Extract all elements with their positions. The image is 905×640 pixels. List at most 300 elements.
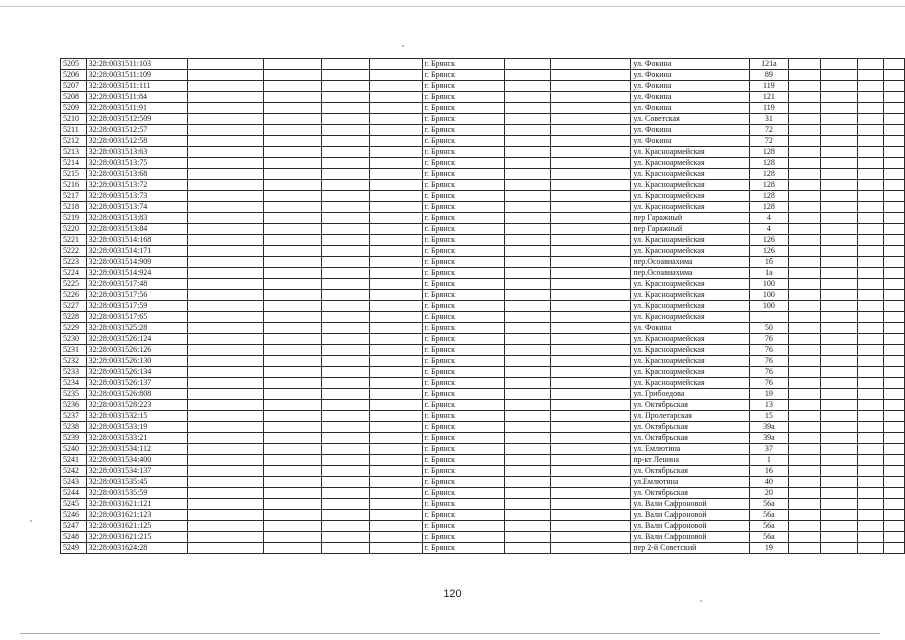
empty-cell [551,466,631,477]
empty-cell [857,257,883,268]
empty-cell [820,499,857,510]
empty-cell [187,59,263,70]
house-number-cell: 1а [750,268,789,279]
empty-cell [187,290,263,301]
empty-cell [551,158,631,169]
row-number: 5225 [61,279,87,290]
cadastral-number: 32:28:0031526:134 [86,367,187,378]
row-number: 5246 [61,510,87,521]
table-row [61,378,905,389]
empty-cell [820,180,857,191]
empty-cell [820,279,857,290]
street-cell: ул. Красноармейская [631,169,750,180]
empty-cell [370,356,422,367]
empty-cell [264,345,322,356]
empty-cell [884,312,905,323]
street-cell: ул. Емлютина [631,444,750,455]
row-number: 5219 [61,213,87,224]
table-row [61,70,905,81]
cadastral-number: 32:28:0031514:909 [86,257,187,268]
empty-cell [551,235,631,246]
empty-cell [820,510,857,521]
empty-cell [264,334,322,345]
empty-cell [788,268,820,279]
street-cell: ул. Октябрьская [631,433,750,444]
empty-cell [264,532,322,543]
house-number-cell: 100 [750,290,789,301]
empty-cell [820,389,857,400]
empty-cell [504,499,551,510]
empty-cell [321,367,369,378]
empty-cell [551,224,631,235]
empty-cell [321,444,369,455]
empty-cell [551,114,631,125]
empty-cell [788,246,820,257]
empty-cell [820,169,857,180]
empty-cell [788,389,820,400]
empty-cell [857,444,883,455]
street-cell: ул. Октябрьская [631,422,750,433]
city-cell: г. Брянск [422,356,504,367]
empty-cell [788,92,820,103]
empty-cell [370,59,422,70]
cadastral-number: 32:28:0031621:215 [86,532,187,543]
page-number: 120 [443,588,462,600]
empty-cell [370,301,422,312]
empty-cell [370,114,422,125]
empty-cell [370,202,422,213]
city-cell: г. Брянск [422,235,504,246]
empty-cell [370,367,422,378]
empty-cell [321,202,369,213]
empty-cell [370,235,422,246]
table-row [61,356,905,367]
street-cell: ул. Пролетарская [631,411,750,422]
empty-cell [551,180,631,191]
empty-cell [857,367,883,378]
city-cell: г. Брянск [422,499,504,510]
empty-cell [370,290,422,301]
empty-cell [504,279,551,290]
table-row [61,290,905,301]
house-number-cell: 119 [750,103,789,114]
empty-cell [321,422,369,433]
empty-cell [788,367,820,378]
empty-cell [788,202,820,213]
street-cell: ул. Красноармейская [631,345,750,356]
city-cell: г. Брянск [422,301,504,312]
empty-cell [370,466,422,477]
empty-cell [370,400,422,411]
empty-cell [264,125,322,136]
house-number-cell: 76 [750,345,789,356]
empty-cell [264,378,322,389]
empty-cell [504,114,551,125]
table-row [61,345,905,356]
empty-cell [551,422,631,433]
empty-cell [504,510,551,521]
empty-cell [321,136,369,147]
table-row [61,224,905,235]
empty-cell [551,279,631,290]
empty-cell [321,81,369,92]
empty-cell [884,433,905,444]
street-cell: ул.Емлютина [631,477,750,488]
cadastral-number: 32:28:0031535:45 [86,477,187,488]
empty-cell [820,81,857,92]
table-row [61,510,905,521]
empty-cell [551,290,631,301]
empty-cell [264,400,322,411]
empty-cell [551,312,631,323]
empty-cell [884,103,905,114]
empty-cell [264,444,322,455]
empty-cell [551,411,631,422]
empty-cell [551,301,631,312]
empty-cell [504,378,551,389]
empty-cell [187,444,263,455]
empty-cell [504,103,551,114]
table-row [61,158,905,169]
empty-cell [551,147,631,158]
table-row [61,543,905,554]
empty-cell [504,411,551,422]
city-cell: г. Брянск [422,466,504,477]
empty-cell [321,345,369,356]
empty-cell [321,378,369,389]
empty-cell [788,323,820,334]
table-row [61,532,905,543]
empty-cell [187,92,263,103]
empty-cell [820,488,857,499]
empty-cell [321,103,369,114]
row-number: 5248 [61,532,87,543]
empty-cell [551,202,631,213]
empty-cell [820,411,857,422]
table-row [61,235,905,246]
empty-cell [321,400,369,411]
cadastral-number: 32:28:0031624:28 [86,543,187,554]
empty-cell [187,488,263,499]
empty-cell [504,70,551,81]
empty-cell [504,488,551,499]
empty-cell [788,235,820,246]
house-number-cell: 13 [750,400,789,411]
empty-cell [264,180,322,191]
empty-cell [551,334,631,345]
empty-cell [820,235,857,246]
empty-cell [857,268,883,279]
empty-cell [264,147,322,158]
empty-cell [321,70,369,81]
table-row [61,114,905,125]
empty-cell [504,433,551,444]
empty-cell [551,169,631,180]
street-cell: ул. Красноармейская [631,191,750,202]
empty-cell [820,125,857,136]
row-number: 5242 [61,466,87,477]
street-cell: ул. Красноармейская [631,158,750,169]
empty-cell [370,180,422,191]
empty-cell [788,477,820,488]
empty-cell [857,169,883,180]
row-number: 5212 [61,136,87,147]
cadastral-number: 32:28:0031513:72 [86,180,187,191]
row-number: 5247 [61,521,87,532]
empty-cell [857,312,883,323]
empty-cell [551,400,631,411]
empty-cell [370,378,422,389]
empty-cell [264,70,322,81]
house-number-cell: 128 [750,202,789,213]
empty-cell [264,114,322,125]
empty-cell [187,389,263,400]
empty-cell [820,345,857,356]
city-cell: г. Брянск [422,411,504,422]
empty-cell [884,422,905,433]
empty-cell [504,323,551,334]
cadastral-number: 32:28:0031513:83 [86,213,187,224]
empty-cell [504,147,551,158]
empty-cell [788,279,820,290]
empty-cell [187,136,263,147]
empty-cell [264,81,322,92]
empty-cell [788,488,820,499]
empty-cell [884,477,905,488]
city-cell: г. Брянск [422,213,504,224]
empty-cell [504,466,551,477]
empty-cell [820,290,857,301]
row-number: 5213 [61,147,87,158]
row-number: 5207 [61,81,87,92]
cadastral-number: 32:28:0031534:112 [86,444,187,455]
empty-cell [370,268,422,279]
empty-cell [187,455,263,466]
street-cell: пер 2-й Советский [631,543,750,554]
table-row [61,521,905,532]
row-number: 5224 [61,268,87,279]
empty-cell [370,125,422,136]
empty-cell [264,290,322,301]
table-row [61,488,905,499]
empty-cell [788,147,820,158]
row-number: 5229 [61,323,87,334]
empty-cell [820,477,857,488]
row-number: 5223 [61,257,87,268]
empty-cell [264,323,322,334]
house-number-cell: 40 [750,477,789,488]
table-row [61,257,905,268]
street-cell: ул. Красноармейская [631,290,750,301]
city-cell: г. Брянск [422,125,504,136]
empty-cell [187,191,263,202]
empty-cell [187,499,263,510]
house-number-cell: 1 [750,455,789,466]
cadastral-number: 32:28:0031511:111 [86,81,187,92]
empty-cell [820,202,857,213]
empty-cell [857,224,883,235]
city-cell: г. Брянск [422,378,504,389]
street-cell: ул. Красноармейская [631,147,750,158]
city-cell: г. Брянск [422,70,504,81]
street-cell: ул. Фокина [631,81,750,92]
empty-cell [857,81,883,92]
empty-cell [264,202,322,213]
city-cell: г. Брянск [422,367,504,378]
empty-cell [788,466,820,477]
empty-cell [820,103,857,114]
empty-cell [187,224,263,235]
empty-cell [884,400,905,411]
empty-cell [504,422,551,433]
empty-cell [551,477,631,488]
cadastral-number: 32:28:0031513:73 [86,191,187,202]
empty-cell [551,444,631,455]
empty-cell [504,125,551,136]
street-cell: ул. Красноармейская [631,378,750,389]
empty-cell [884,224,905,235]
empty-cell [788,158,820,169]
empty-cell [551,543,631,554]
empty-cell [370,510,422,521]
city-cell: г. Брянск [422,444,504,455]
empty-cell [504,213,551,224]
empty-cell [857,191,883,202]
empty-cell [187,235,263,246]
street-cell: ул. Вали Сафроновой [631,521,750,532]
empty-cell [857,290,883,301]
house-number-cell: 76 [750,334,789,345]
street-cell: ул. Вали Сафроновой [631,532,750,543]
empty-cell [370,455,422,466]
empty-cell [857,543,883,554]
empty-cell [820,92,857,103]
empty-cell [264,235,322,246]
empty-cell [504,81,551,92]
scan-speck [402,45,404,47]
row-number: 5231 [61,345,87,356]
street-cell: пер Гаражный [631,213,750,224]
empty-cell [857,323,883,334]
empty-cell [857,345,883,356]
empty-cell [551,191,631,202]
empty-cell [264,455,322,466]
city-cell: г. Брянск [422,180,504,191]
empty-cell [788,532,820,543]
city-cell: г. Брянск [422,543,504,554]
street-cell: пер Гаражный [631,224,750,235]
empty-cell [321,466,369,477]
empty-cell [187,345,263,356]
empty-cell [187,312,263,323]
row-number: 5245 [61,499,87,510]
empty-cell [504,532,551,543]
empty-cell [321,510,369,521]
scan-artifact-top [0,6,905,7]
empty-cell [370,334,422,345]
house-number-cell: 121а [750,59,789,70]
empty-cell [884,532,905,543]
empty-cell [370,488,422,499]
empty-cell [788,378,820,389]
empty-cell [857,180,883,191]
empty-cell [504,180,551,191]
house-number-cell: 100 [750,279,789,290]
row-number: 5218 [61,202,87,213]
empty-cell [370,103,422,114]
empty-cell [820,323,857,334]
empty-cell [264,356,322,367]
empty-cell [884,70,905,81]
empty-cell [504,191,551,202]
empty-cell [857,158,883,169]
table-row [61,246,905,257]
cadastral-number: 32:28:0031512:509 [86,114,187,125]
city-cell: г. Брянск [422,246,504,257]
row-number: 5244 [61,488,87,499]
empty-cell [857,356,883,367]
row-number: 5226 [61,290,87,301]
table-row [61,455,905,466]
empty-cell [370,532,422,543]
empty-cell [857,422,883,433]
row-number: 5234 [61,378,87,389]
row-number: 5238 [61,422,87,433]
empty-cell [187,466,263,477]
empty-cell [857,532,883,543]
empty-cell [551,213,631,224]
empty-cell [264,169,322,180]
empty-cell [370,543,422,554]
house-number-cell: 72 [750,125,789,136]
empty-cell [820,334,857,345]
empty-cell [551,257,631,268]
row-number: 5228 [61,312,87,323]
empty-cell [264,246,322,257]
row-number: 5241 [61,455,87,466]
house-number-cell: 128 [750,169,789,180]
empty-cell [857,466,883,477]
empty-cell [321,158,369,169]
row-number: 5227 [61,301,87,312]
house-number-cell: 121 [750,92,789,103]
city-cell: г. Брянск [422,334,504,345]
empty-cell [321,290,369,301]
city-cell: г. Брянск [422,477,504,488]
empty-cell [857,521,883,532]
empty-cell [504,345,551,356]
house-number-cell: 126 [750,246,789,257]
table-row [61,136,905,147]
empty-cell [504,521,551,532]
empty-cell [187,147,263,158]
empty-cell [370,499,422,510]
empty-cell [370,224,422,235]
empty-cell [321,499,369,510]
empty-cell [321,433,369,444]
table-row [61,444,905,455]
cadastral-number: 32:28:0031621:125 [86,521,187,532]
empty-cell [321,532,369,543]
table-row [61,125,905,136]
table-row [61,334,905,345]
empty-cell [370,477,422,488]
city-cell: г. Брянск [422,147,504,158]
empty-cell [504,158,551,169]
empty-cell [187,169,263,180]
street-cell: ул. Октябрьская [631,488,750,499]
empty-cell [321,334,369,345]
